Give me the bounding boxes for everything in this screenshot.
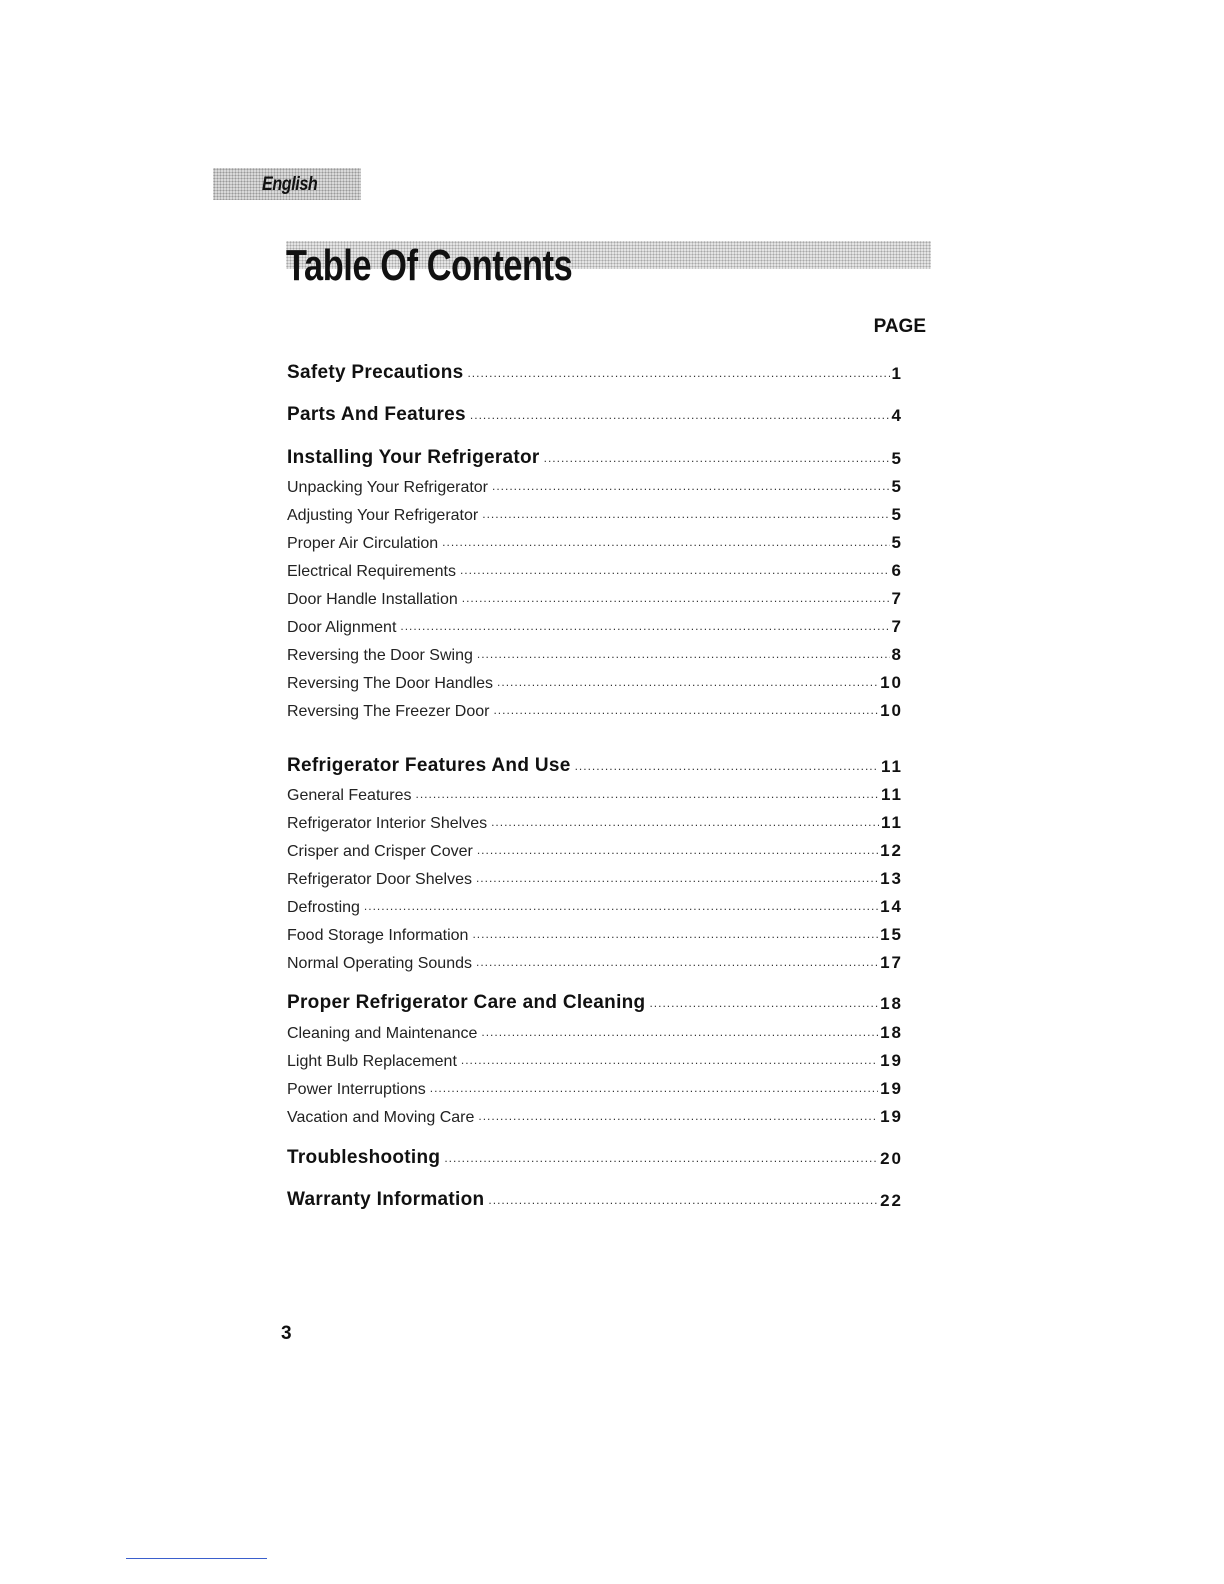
toc-entry-label: Refrigerator Features And Use: [287, 755, 571, 776]
toc-entry-label: Door Handle Installation: [287, 591, 458, 608]
toc-entry: [287, 805, 901, 833]
toc-entry: [287, 889, 901, 917]
toc-entry: [287, 1099, 901, 1127]
dot-leader: [478, 1109, 878, 1123]
toc-entry: [287, 1183, 901, 1211]
toc-entry-label: Light Bulb Replacement: [287, 1053, 457, 1070]
toc-entry-label: General Features: [287, 787, 412, 804]
toc-entry: [287, 986, 901, 1014]
toc-entry: [287, 1141, 901, 1169]
dot-leader: [472, 927, 878, 941]
toc-entry-page: 5: [891, 505, 903, 524]
toc-entry-page: 11: [881, 785, 903, 804]
toc-entry-label: Unpacking Your Refrigerator: [287, 479, 489, 496]
dot-leader: [491, 815, 879, 829]
toc-entry-label: Crisper and Crisper Cover: [287, 843, 473, 860]
toc-entry-page: 10: [880, 673, 903, 692]
toc-entry-page: 10: [880, 701, 903, 720]
toc-entry-page: 13: [880, 869, 903, 888]
toc-entry: [287, 441, 901, 469]
toc-entry-page: 11: [881, 757, 903, 776]
toc-entry-label: Electrical Requirements: [287, 563, 456, 580]
bottom-rule: [126, 1558, 267, 1559]
toc-entry: [287, 1043, 901, 1071]
toc-entry: [287, 749, 901, 777]
toc-entry: [287, 525, 901, 553]
toc-entry-label: Warranty Information: [287, 1189, 485, 1210]
toc-entry-label: Refrigerator Interior Shelves: [287, 815, 488, 832]
toc-entry: [287, 553, 901, 581]
dot-leader: [364, 899, 878, 913]
toc-entry-page: 15: [880, 925, 903, 944]
dot-leader: [477, 647, 890, 661]
toc-entry-page: 18: [880, 994, 903, 1013]
toc-entry-page: 19: [880, 1107, 903, 1126]
toc-entry-label: Reversing the Door Swing: [287, 647, 473, 664]
toc-entry-page: 8: [891, 645, 903, 664]
toc-entry-label: Power Interruptions: [287, 1081, 426, 1098]
page-title: Table Of Contents: [286, 241, 573, 290]
toc-entry: [287, 665, 901, 693]
toc-entry-label: Door Alignment: [287, 619, 397, 636]
toc-entry: [287, 833, 901, 861]
dot-leader: [442, 535, 889, 549]
page-number: 3: [281, 1323, 292, 1344]
dot-leader: [467, 366, 889, 380]
toc-entry-label: Safety Precautions: [287, 362, 464, 383]
dot-leader: [544, 451, 890, 465]
toc-entry-label: Troubleshooting: [287, 1147, 441, 1168]
toc-entry-page: 5: [891, 449, 903, 468]
dot-leader: [575, 759, 879, 773]
toc-entry: [287, 777, 901, 805]
toc-entry-page: 14: [880, 897, 903, 916]
dot-leader: [493, 703, 878, 717]
dot-leader: [477, 843, 878, 857]
dot-leader: [492, 479, 890, 493]
dot-leader: [649, 996, 878, 1010]
dot-leader: [461, 1053, 878, 1067]
toc-entry-page: 7: [891, 589, 903, 608]
dot-leader: [497, 675, 878, 689]
toc-entry-label: Defrosting: [287, 899, 360, 916]
toc-entry: [287, 469, 901, 497]
toc-entry: [287, 637, 901, 665]
toc-entry: [287, 693, 901, 721]
toc-entry-label: Vacation and Moving Care: [287, 1109, 475, 1126]
dot-leader: [476, 871, 878, 885]
toc-entry: [287, 609, 901, 637]
toc-entry-page: 22: [880, 1191, 903, 1210]
toc-entry-page: 17: [880, 953, 903, 972]
toc-entry-label: Proper Air Circulation: [287, 535, 439, 552]
toc-entry-label: Reversing The Door Handles: [287, 675, 494, 692]
language-label: English: [262, 174, 318, 195]
toc-entry-page: 5: [891, 477, 903, 496]
toc-entry-label: Food Storage Information: [287, 927, 469, 944]
toc-entry: [287, 1071, 901, 1099]
toc-entry-page: 19: [880, 1079, 903, 1098]
toc-entry-label: Parts And Features: [287, 404, 466, 425]
toc-entry-label: Proper Refrigerator Care and Cleaning: [287, 992, 646, 1013]
toc-entry-page: 12: [880, 841, 903, 860]
toc-entry-page: 20: [880, 1149, 903, 1168]
dot-leader: [482, 507, 889, 521]
toc-entry: [287, 861, 901, 889]
dot-leader: [400, 619, 889, 633]
toc-entry-page: 11: [881, 813, 903, 832]
toc-entry: [287, 398, 901, 426]
toc-entry-page: 1: [891, 364, 903, 383]
dot-leader: [444, 1151, 878, 1165]
dot-leader: [430, 1081, 878, 1095]
toc-entry: [287, 356, 901, 384]
toc-entry: [287, 917, 901, 945]
dot-leader: [460, 563, 890, 577]
toc-entry: [287, 497, 901, 525]
toc-entry-page: 4: [891, 406, 903, 425]
toc-entry-label: Installing Your Refrigerator: [287, 447, 540, 468]
page-column-heading: PAGE: [873, 316, 926, 337]
dot-leader: [470, 408, 890, 422]
toc-entry: [287, 945, 901, 973]
toc-entry: [287, 1015, 901, 1043]
toc-entry-page: 5: [891, 533, 903, 552]
toc-entry-page: 6: [891, 561, 903, 580]
toc-entry: [287, 581, 901, 609]
toc-entry-label: Reversing The Freezer Door: [287, 703, 490, 720]
dot-leader: [462, 591, 890, 605]
toc-entry-label: Normal Operating Sounds: [287, 955, 472, 972]
toc-entry-page: 19: [880, 1051, 903, 1070]
dot-leader: [476, 955, 878, 969]
toc-entry-label: Refrigerator Door Shelves: [287, 871, 472, 888]
dot-leader: [481, 1025, 878, 1039]
toc-entry-page: 18: [880, 1023, 903, 1042]
toc-entry-label: Adjusting Your Refrigerator: [287, 507, 479, 524]
toc-entry-label: Cleaning and Maintenance: [287, 1025, 478, 1042]
dot-leader: [488, 1193, 878, 1207]
dot-leader: [416, 787, 880, 801]
toc-entry-page: 7: [891, 617, 903, 636]
